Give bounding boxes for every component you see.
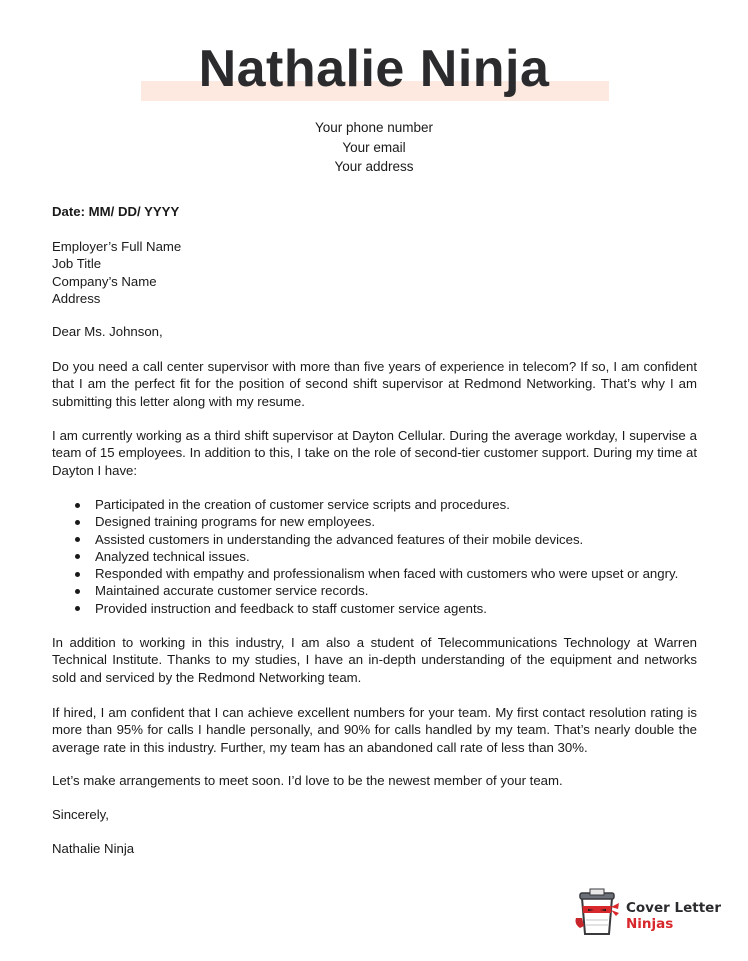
cover-letter-ninjas-logo xyxy=(574,888,724,938)
recipient-job-title: Job Title xyxy=(52,256,102,272)
bullet-icon xyxy=(75,606,80,611)
salutation: Dear Ms. Johnson, xyxy=(52,324,163,339)
date-line: Date: MM/ DD/ YYYY xyxy=(52,204,180,219)
contact-block xyxy=(0,118,748,177)
bullet-icon xyxy=(75,503,80,508)
logo-text xyxy=(626,900,721,932)
list-item: Designed training programs for new employees. xyxy=(52,513,697,530)
list-item: Analyzed technical issues. xyxy=(52,548,697,565)
signature-name: Nathalie Ninja xyxy=(52,841,135,856)
applicant-name: Nathalie Ninja xyxy=(198,40,550,98)
list-item: Responded with empathy and professionalism when faced with customers who were upset or angry. xyxy=(52,565,697,582)
paragraph-results: If hired, I am confident that I can achieve excellent numbers for your team. My first contact resolution rating is more than 95% for calls I handle personally, and 90% for calls handled by my team. That’s nearly double the average rate in this industry. Further, my team has an abandoned call rate of less than 30%. xyxy=(52,705,697,755)
contact-email: Your email xyxy=(342,139,406,155)
bullet-icon xyxy=(75,537,80,542)
list-item: Participated in the creation of customer service scripts and procedures. xyxy=(52,496,697,513)
recipient-company: Company’s Name xyxy=(52,273,157,289)
name-header xyxy=(0,38,748,108)
paragraph-experience: I am currently working as a third shift supervisor at Dayton Cellular. During the average workday, I supervise a team of 15 employees. In addition to this, I take on the role of second-tier customer support. During my time at Dayton I have: xyxy=(52,428,697,478)
contact-address: Your address xyxy=(334,159,414,174)
bullet-icon xyxy=(75,572,80,577)
achievements-list xyxy=(52,496,697,617)
ninja-cup-icon xyxy=(574,888,620,938)
logo-line-2: Ninjas xyxy=(626,916,674,932)
bullet-icon xyxy=(75,520,80,525)
list-item: Assisted customers in understanding the advanced features of their mobile devices. xyxy=(52,531,697,548)
logo-line-1: Cover Letter xyxy=(626,900,721,916)
contact-phone: Your phone number xyxy=(314,120,434,135)
paragraph-education: In addition to working in this industry, I am also a student of Telecommunications Technology at Warren Technical Institute. Thanks to my studies, I have an in-depth understanding of the equipment and networks sold and serviced by the Redmond Networking team. xyxy=(52,635,697,685)
recipient-full-name: Employer’s Full Name xyxy=(52,239,182,254)
list-item: Maintained accurate customer service records. xyxy=(52,582,697,599)
recipient-address: Address xyxy=(52,290,101,306)
paragraph-intro: Do you need a call center supervisor with more than five years of experience in telecom? If so, I am confident that I am the perfect fit for the position of second shift supervisor at Redmond Networking. That’s why I am submitting this letter along with my resume. xyxy=(52,359,697,409)
recipient-block xyxy=(52,238,697,307)
list-item: Provided instruction and feedback to staff customer service agents. xyxy=(52,600,697,617)
closing-line: Sincerely, xyxy=(52,807,109,822)
bullet-icon xyxy=(75,589,80,594)
paragraph-closing: Let’s make arrangements to meet soon. I’d love to be the newest member of your team. xyxy=(52,773,563,788)
bullet-icon xyxy=(75,554,80,559)
